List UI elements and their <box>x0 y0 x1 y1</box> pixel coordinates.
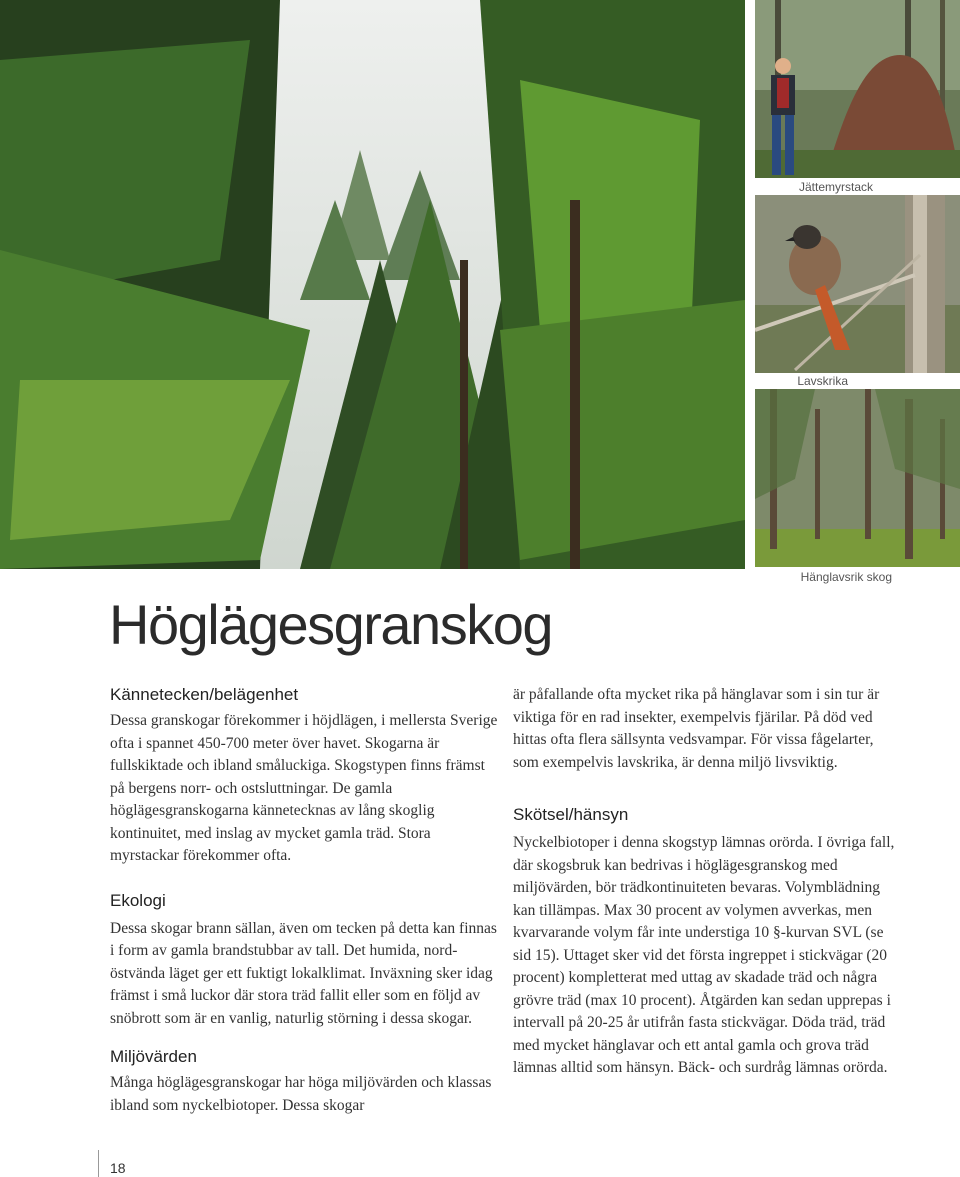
bird-photo <box>755 195 960 373</box>
page-number: 18 <box>110 1160 126 1176</box>
lichen-forest-photo <box>755 389 960 567</box>
forest-caption: Hänglavsrik skog <box>800 570 892 584</box>
anthill-photo <box>755 0 960 178</box>
main-forest-photo <box>0 0 745 569</box>
text-skotsel: Nyckelbiotoper i denna skogstyp lämnas orörda. I övriga fall, där skogsbruk kan bedrivas i höglägesgranskog med miljövärden, bör trädkontinuiteten bevaras. Volymblädning kan tillämpas. Max 30 procent av volymen avverkas, men kvarvarande volym får inte understiga 10 §-kurvan SVL (se sid 15). Uttaget sker vid det första ingreppet i stickvägar (20 procent) kompletterat med uttag av skadade träd och några grövre träd (max 10 procent). Åtgärden kan sedan upprepas i intervall på 20-25 år utifrån fasta stickvägar. Döda träd, träd med mycket hänglavar och ett antal gamla och grova träd lämnas alltid som hänsyn. Bäck- och surdråg lämnas orörda. <box>513 834 895 1076</box>
page-number-rule <box>98 1150 99 1177</box>
heading-skotsel: Skötsel/hänsyn <box>513 805 629 824</box>
heading-kannetecken: Kännetecken/belägenhet <box>110 685 299 704</box>
heading-miljovarden: Miljövärden <box>110 1047 197 1066</box>
text-miljovarden-continued: är påfallande ofta mycket rika på hänglavar som i sin tur är viktiga för en rad insekter, exempelvis fjärilar. På död ved hittas ofta flera sällsynta vedsvampar. För vissa fågelarter, som exempelvis lavskrika, är denna miljö livsviktig. <box>513 686 880 771</box>
left-column <box>110 684 500 1117</box>
heading-ekologi: Ekologi <box>110 890 166 910</box>
anthill-caption: Jättemyrstack <box>798 180 873 194</box>
text-kannetecken: Dessa granskogar förekommer i höjdlägen, i mellersta Sverige ofta i spannet 450-700 meter över havet. Skogarna är fullskiktade och ibland småluckiga. Skogstypen finns främst på bergens norr- och ostsluttningar. De gamla höglägesgranskogarna kännetecknas av lång skoglig kontinuitet, med inslag av mycket gamla träd. Stora myrstackar förekommer ofta. <box>110 712 498 864</box>
text-ekologi: Dessa skogar brann sällan, även om tecken på detta kan finnas i form av gamla brandstubbar av tall. Det humida, nord-östvända läget ger ett fuktigt lokalklimat. Inväxning sker idag främst i små luckor där stora träd fallit eller som en följd av snöbrott som är en vanlig, naturlig störning i dessa skogar. <box>110 919 497 1027</box>
right-column <box>513 684 903 1080</box>
page-title: Höglägesgranskog <box>109 593 552 656</box>
bird-caption: Lavskrika <box>797 374 848 388</box>
text-miljovarden: Många höglägesgranskogar har höga miljövärden och klassas ibland som nyckelbiotoper. Dessa skogar <box>110 1074 492 1114</box>
